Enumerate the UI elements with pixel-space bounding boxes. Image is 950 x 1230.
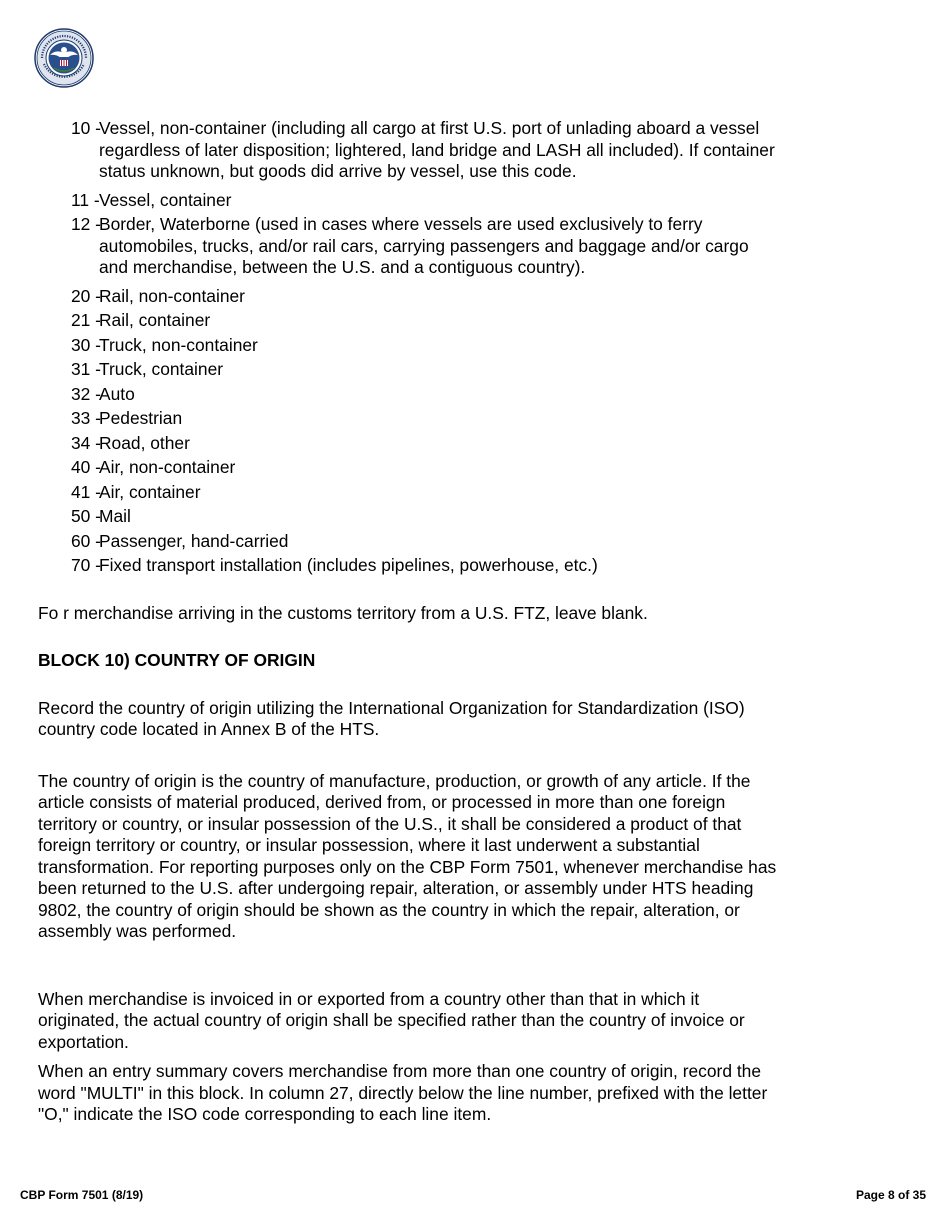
code-number: 21 - (71, 310, 101, 330)
list-item (38, 335, 778, 357)
block-10-heading: BLOCK 10) COUNTRY OF ORIGIN (38, 650, 316, 670)
block-10-paragraph-4: When an entry summary covers merchandise from more than one country of origin, record the word "MULTI" in this block. In column 27, directly below the line number, prefixed with the letter "O," indicate the ISO code corresponding to each line item. (38, 1061, 768, 1124)
dhs-seal-icon (34, 28, 94, 88)
list-item (38, 506, 778, 528)
code-number: 34 - (71, 432, 101, 453)
code-description: Auto (99, 383, 135, 404)
code-number: 30 - (71, 334, 101, 355)
list-item (38, 310, 778, 332)
code-number: 40 - (71, 457, 101, 477)
list-item (38, 190, 778, 212)
code-number: 32 - (71, 383, 101, 404)
code-description: Passenger, hand-carried (99, 530, 289, 551)
mode-of-transport-code-list (38, 118, 778, 577)
code-description: Air, container (99, 481, 201, 502)
list-item (38, 384, 778, 406)
block-10-paragraph-1: Record the country of origin utilizing the International Organization for Standardization (ISO) country code located in Annex B of the HTS. (38, 697, 745, 739)
list-item (38, 555, 778, 577)
footer-page-number: Page 8 of 35 (855, 1188, 926, 1202)
code-number: 12 - (71, 214, 101, 234)
code-number: 41 - (71, 481, 101, 502)
footer-form-id: CBP Form 7501 (8/19) (20, 1188, 144, 1202)
code-description: Fixed transport installation (includes pipelines, powerhouse, etc.) (99, 555, 598, 575)
list-item (38, 408, 778, 430)
code-description: Mail (99, 506, 131, 526)
list-item (38, 457, 778, 479)
code-number: 31 - (71, 359, 101, 379)
code-number: 33 - (71, 408, 101, 428)
block-10-paragraph-2: The country of origin is the country of manufacture, production, or growth of any article. If the article consists of material produced, derived from, or processed in more than one foreign territory or country, or insular possession of the U.S., it shall be considered a product of that foreign territory or country, or insular possession, where it last underwent a substantial transformation. For reporting purposes only on the CBP Form 7501, whenever merchandise has been returned to the U.S. after undergoing repair, alteration, or assembly under HTS heading 9802, the country of origin should be shown as the country in which the repair, alteration, or assembly was performed. (38, 770, 777, 941)
document-body (38, 118, 778, 1126)
list-item (38, 359, 778, 381)
code-number: 10 - (71, 118, 101, 138)
code-number: 70 - (71, 555, 101, 575)
code-description: Border, Waterborne (used in cases where vessels are used exclusively to ferry automobiles, trucks, and/or rail cars, carrying passengers and baggage and/or cargo and merchandise, between the U.S. and a contiguous country). (99, 214, 749, 277)
block-10-paragraph-3: When merchandise is invoiced in or exported from a country other than that in which it originated, the actual country of origin shall be specified rather than the country of invoice or exportation. (38, 988, 745, 1052)
code-description: Vessel, non-container (including all cargo at first U.S. port of unlading aboard a vessel regardless of later disposition; lightered, land bridge and LASH all included). If container status unknown, but goods did arrive by vessel, use this code. (99, 118, 775, 181)
list-item (38, 214, 778, 279)
code-description: Air, non-container (99, 457, 236, 477)
list-item (38, 118, 778, 183)
code-number: 60 - (71, 530, 101, 551)
ftz-note: Fo r merchandise arriving in the customs territory from a U.S. FTZ, leave blank. (38, 602, 648, 623)
code-description: Pedestrian (99, 408, 183, 428)
list-item (38, 531, 778, 553)
code-description: Road, other (99, 432, 190, 453)
code-number: 20 - (71, 285, 101, 306)
code-description: Truck, non-container (99, 334, 258, 355)
code-number: 11 - (71, 189, 100, 210)
code-description: Vessel, container (99, 189, 232, 210)
list-item (38, 482, 778, 504)
list-item (38, 286, 778, 308)
code-description: Rail, container (99, 310, 211, 330)
list-item (38, 433, 778, 455)
code-description: Truck, container (99, 359, 224, 379)
code-number: 50 - (71, 506, 101, 526)
code-description: Rail, non-container (99, 285, 245, 306)
